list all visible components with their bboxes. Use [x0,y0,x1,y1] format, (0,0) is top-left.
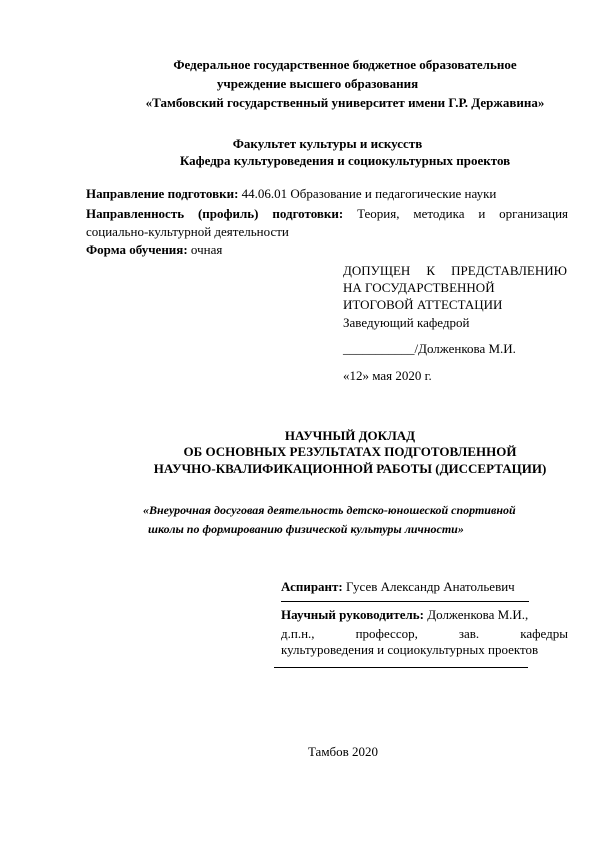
approval-line-1: ДОПУЩЕН К ПРЕДСТАВЛЕНИЮ [343,263,567,278]
approval-head-of-department: Заведующий кафедрой [343,315,470,330]
direction-label: Направление подготовки: [86,186,239,201]
report-title-line-3: НАУЧНО-КВАЛИФИКАЦИОННОЙ РАБОТЫ (ДИССЕРТАЦИИ) [153,461,547,476]
study-form-label: Форма обучения: [86,242,188,257]
profile-value: Теория, методика и организация [357,206,569,221]
direction-value: 44.06.01 Образование и педагогические науки [238,186,497,201]
direction-line [86,186,496,202]
supervisor-title-cont: культуроведения и социокультурных проектов [281,642,539,657]
report-title-line-1: НАУЧНЫЙ ДОКЛАД [284,428,416,443]
supervisor-line [281,607,528,623]
topic-line-2: школы по формированию физической культуры личности» [148,522,464,536]
approval-line-2: НА ГОСУДАРСТВЕННОЙ [343,280,495,295]
study-form-value: очная [187,242,223,257]
profile-label: Направленность (профиль) подготовки: [86,206,344,221]
faculty-name: Факультет культуры и искусств [232,136,423,151]
supervisor-value: Долженкова М.И., [424,607,529,622]
city-year: Тамбов 2020 [307,744,379,759]
aspirant-signature-line [281,601,529,602]
study-form-line [86,242,222,258]
profile-line [86,205,568,223]
supervisor-title: д.п.н., профессор, зав. кафедры [281,626,568,641]
profile-value-cont: социально-культурной деятельности [86,224,289,239]
approval-line-3: ИТОГОВОЙ АТТЕСТАЦИИ [343,297,503,312]
aspirant-line [281,579,515,595]
approval-signature: ___________/Долженкова М.И. [343,341,516,356]
aspirant-value: Гусев Александр Анатольевич [342,579,515,594]
department-name: Кафедра культуроведения и социокультурных проектов [179,153,511,168]
aspirant-label: Аспирант: [281,579,343,594]
supervisor-signature-line [274,667,528,668]
institution-line-3: «Тамбовский государственный университет имени Г.Р. Державина» [145,95,545,110]
approval-date: «12» мая 2020 г. [343,368,432,383]
report-title-line-2: ОБ ОСНОВНЫХ РЕЗУЛЬТАТАХ ПОДГОТОВЛЕННОЙ [183,444,517,459]
topic-line-1: «Внеурочная досуговая деятельность детско-юношеской спортивной [143,503,516,517]
institution-line-2: учреждение высшего образования [216,76,419,91]
institution-line-1: Федеральное государственное бюджетное образовательное [173,57,517,72]
supervisor-label: Научный руководитель: [281,607,424,622]
